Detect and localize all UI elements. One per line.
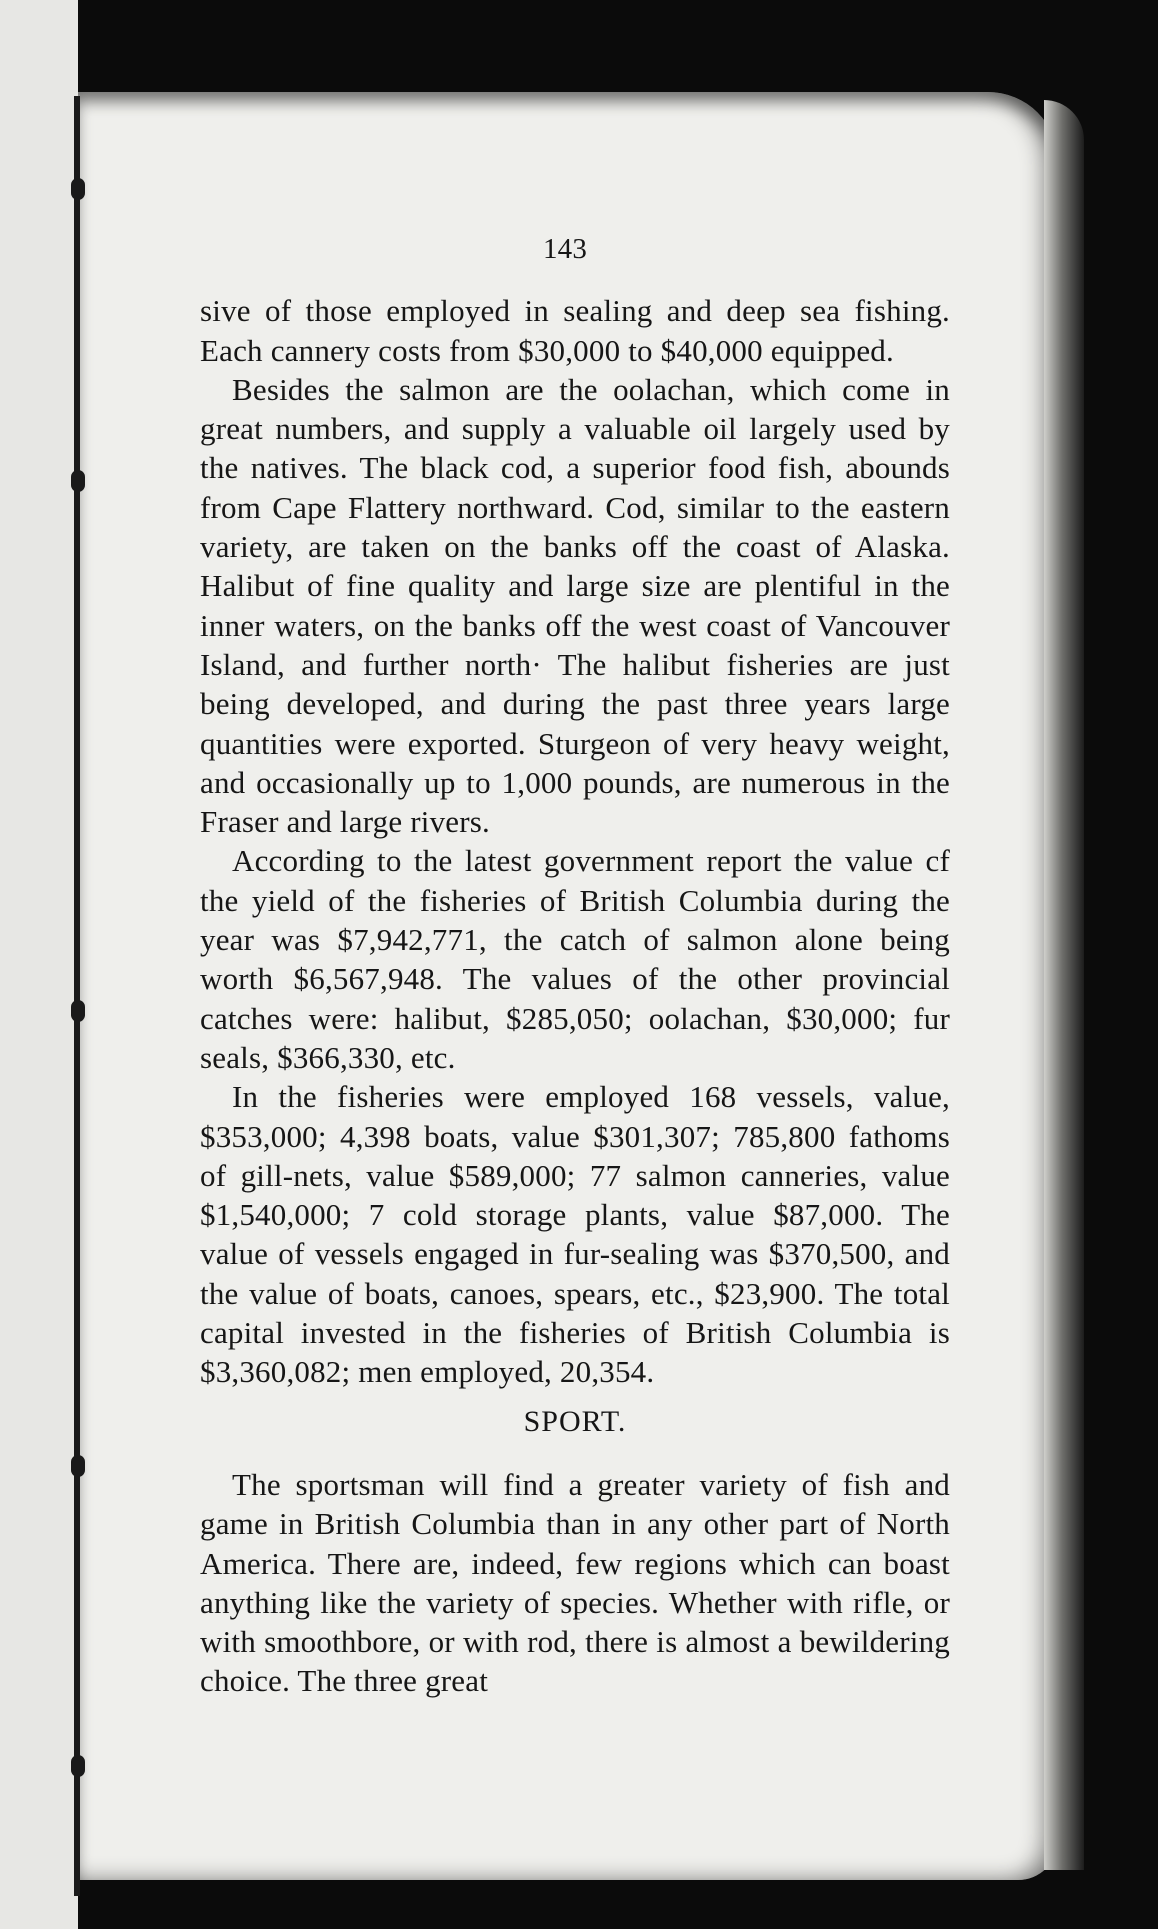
- binding-mark: [71, 1000, 85, 1022]
- binding-mark: [71, 178, 85, 200]
- binding-mark: [71, 470, 85, 492]
- binding-mark: [71, 1455, 85, 1477]
- page-edge-shadow: [1044, 100, 1084, 1870]
- paragraph: The sportsman will find a greater variety of fish and game in British Columbia than in any other part of North America. There are, indeed, few regions which can boast anything like the variety of species. Whether with rifle, or with smoothbore, or with rod, there is almost a bewildering choice. The three great: [200, 1466, 950, 1699]
- paragraph: In the fisheries were employed 168 vessels, value, $353,000; 4,398 boats, value $301,307; 785,800 fathoms of gill-nets, value $589,000; 77 salmon canneries, value $1,540,000; 7 cold storage plants, value $87,000. The value of vessels engaged in fur-sealing was $370,500, and the value of boats, canoes, spears, etc., $23,900. The total capital invested in the fisheries of British Columbia is $3,360,082; men employed, 20,354.: [200, 1079, 950, 1390]
- paragraph: Besides the salmon are the oolachan, which come in great numbers, and supply a valuable oil largely used by the natives. The black cod, a superior food fish, abounds from Cape Flattery northward. Cod, similar to the eastern variety, are taken on the banks off the coast of Alaska. Halibut of fine quality and large size are plentiful in the inner waters, on the banks off the west coast of Vancouver Island, and further north· The halibut fisheries are just being developed, and during the past three years large quantities were exported. Sturgeon of very heavy weight, and occasionally up to 1,000 pounds, are numerous in the Fraser and large rivers.: [200, 371, 950, 840]
- paragraph: According to the latest government report the value cf the yield of the fisheries of British Columbia during the year was $7,942,771, the catch of salmon alone being worth $6,567,948. The values of the other provincial catches were: halibut, $285,050; oolachan, $30,000; fur seals, $366,330, etc.: [200, 843, 950, 1075]
- binding-mark: [71, 1755, 85, 1777]
- page-number: 143: [542, 233, 588, 265]
- paragraph: sive of those employed in sealing and deep sea fishing. Each cannery costs from $30,000 to $40,000 equipped.: [200, 293, 950, 368]
- section-heading: SPORT.: [523, 1404, 627, 1438]
- page-text: [200, 230, 950, 1701]
- left-page-margin: [0, 0, 78, 1929]
- binding-line: [74, 96, 80, 1896]
